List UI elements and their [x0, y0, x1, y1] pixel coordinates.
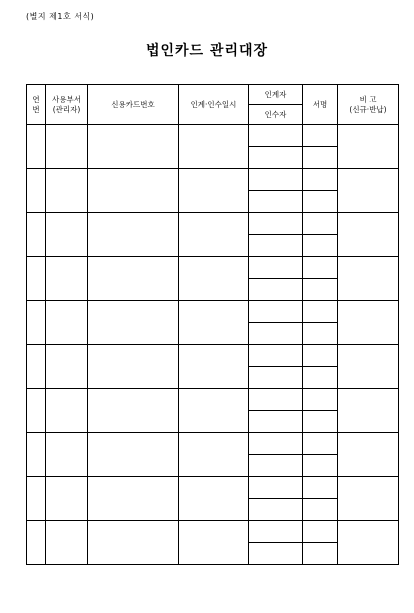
cell-remarks[interactable]: [338, 345, 399, 389]
cell-giver-signature[interactable]: [303, 301, 338, 323]
document-title: 법인카드 관리대장: [145, 43, 269, 59]
cell-receiver-signature[interactable]: [303, 543, 338, 565]
cell-giver-signature[interactable]: [303, 125, 338, 147]
ledger-record-row: [27, 301, 399, 323]
header-seq-top: 연: [32, 94, 40, 104]
cell-transfer-datetime[interactable]: [179, 169, 249, 213]
ledger-record-row: [27, 477, 399, 499]
cell-transfer-datetime[interactable]: [179, 477, 249, 521]
header-remarks: [338, 85, 399, 125]
cell-remarks[interactable]: [338, 477, 399, 521]
cell-dept[interactable]: [46, 433, 88, 477]
cell-receiver[interactable]: [249, 411, 303, 433]
header-dept-bottom: (관리자): [52, 104, 81, 114]
cell-giver-signature[interactable]: [303, 389, 338, 411]
cell-remarks[interactable]: [338, 257, 399, 301]
cell-dept[interactable]: [46, 477, 88, 521]
cell-giver[interactable]: [249, 257, 303, 279]
cell-receiver[interactable]: [249, 147, 303, 169]
cell-remarks[interactable]: [338, 521, 399, 565]
ledger-record-row: [27, 389, 399, 411]
cell-receiver-signature[interactable]: [303, 323, 338, 345]
cell-seq[interactable]: [27, 257, 46, 301]
cell-card-number[interactable]: [88, 433, 179, 477]
cell-receiver-signature[interactable]: [303, 191, 338, 213]
cell-transfer-datetime[interactable]: [179, 257, 249, 301]
cell-remarks[interactable]: [338, 301, 399, 345]
cell-remarks[interactable]: [338, 169, 399, 213]
cell-receiver-signature[interactable]: [303, 499, 338, 521]
cell-giver[interactable]: [249, 169, 303, 191]
form-label: (별지 제1호 서식): [26, 12, 95, 21]
ledger-body: [27, 125, 399, 565]
cell-transfer-datetime[interactable]: [179, 345, 249, 389]
cell-giver-signature[interactable]: [303, 521, 338, 543]
header-signature: 서명: [303, 85, 338, 125]
ledger-record-row: [27, 213, 399, 235]
header-remarks-bottom: (신규·반납): [349, 104, 387, 114]
ledger-record-row: [27, 521, 399, 543]
cell-giver[interactable]: [249, 477, 303, 499]
cell-remarks[interactable]: [338, 389, 399, 433]
cell-dept[interactable]: [46, 345, 88, 389]
cell-remarks[interactable]: [338, 125, 399, 169]
header-transfer-datetime: 인계·인수일시: [179, 85, 249, 125]
cell-seq[interactable]: [27, 213, 46, 257]
cell-receiver[interactable]: [249, 455, 303, 477]
ledger-record-row: [27, 169, 399, 191]
ledger-record-row: [27, 125, 399, 147]
cell-receiver-signature[interactable]: [303, 411, 338, 433]
cell-giver-signature[interactable]: [303, 433, 338, 455]
cell-receiver-signature[interactable]: [303, 235, 338, 257]
cell-seq[interactable]: [27, 345, 46, 389]
cell-dept[interactable]: [46, 521, 88, 565]
cell-remarks[interactable]: [338, 213, 399, 257]
cell-giver[interactable]: [249, 521, 303, 543]
cell-giver[interactable]: [249, 345, 303, 367]
cell-receiver[interactable]: [249, 543, 303, 565]
cell-giver-signature[interactable]: [303, 345, 338, 367]
cell-giver[interactable]: [249, 433, 303, 455]
cell-receiver[interactable]: [249, 191, 303, 213]
ledger-record-row: [27, 433, 399, 455]
cell-seq[interactable]: [27, 521, 46, 565]
cell-giver[interactable]: [249, 389, 303, 411]
header-receiver: 인수자: [249, 105, 303, 125]
cell-dept[interactable]: [46, 169, 88, 213]
cell-giver[interactable]: [249, 301, 303, 323]
header-seq-bottom: 번: [32, 104, 40, 114]
cell-receiver[interactable]: [249, 499, 303, 521]
header-card-number: 신용카드번호: [88, 85, 179, 125]
cell-giver-signature[interactable]: [303, 213, 338, 235]
cell-receiver[interactable]: [249, 279, 303, 301]
cell-card-number[interactable]: [88, 213, 179, 257]
cell-receiver-signature[interactable]: [303, 455, 338, 477]
cell-giver-signature[interactable]: [303, 257, 338, 279]
ledger-record-row: [27, 257, 399, 279]
cell-dept[interactable]: [46, 125, 88, 169]
cell-card-number[interactable]: [88, 301, 179, 345]
header-giver: 인계자: [249, 85, 303, 105]
card-ledger-table: [26, 84, 399, 565]
cell-transfer-datetime[interactable]: [179, 389, 249, 433]
ledger-record-row: [27, 345, 399, 367]
header-seq: [27, 85, 46, 125]
cell-giver-signature[interactable]: [303, 477, 338, 499]
header-dept: [46, 85, 88, 125]
cell-transfer-datetime[interactable]: [179, 125, 249, 169]
cell-remarks[interactable]: [338, 433, 399, 477]
cell-card-number[interactable]: [88, 125, 179, 169]
cell-card-number[interactable]: [88, 477, 179, 521]
cell-receiver-signature[interactable]: [303, 279, 338, 301]
cell-giver[interactable]: [249, 125, 303, 147]
cell-dept[interactable]: [46, 301, 88, 345]
cell-transfer-datetime[interactable]: [179, 521, 249, 565]
cell-card-number[interactable]: [88, 169, 179, 213]
cell-seq[interactable]: [27, 433, 46, 477]
cell-receiver[interactable]: [249, 235, 303, 257]
cell-dept[interactable]: [46, 389, 88, 433]
cell-receiver[interactable]: [249, 367, 303, 389]
cell-giver-signature[interactable]: [303, 169, 338, 191]
cell-transfer-datetime[interactable]: [179, 301, 249, 345]
cell-seq[interactable]: [27, 169, 46, 213]
cell-card-number[interactable]: [88, 345, 179, 389]
cell-seq[interactable]: [27, 301, 46, 345]
cell-card-number[interactable]: [88, 257, 179, 301]
cell-dept[interactable]: [46, 257, 88, 301]
cell-receiver-signature[interactable]: [303, 367, 338, 389]
cell-seq[interactable]: [27, 125, 46, 169]
cell-seq[interactable]: [27, 389, 46, 433]
cell-transfer-datetime[interactable]: [179, 213, 249, 257]
cell-card-number[interactable]: [88, 521, 179, 565]
cell-dept[interactable]: [46, 213, 88, 257]
cell-transfer-datetime[interactable]: [179, 433, 249, 477]
cell-receiver-signature[interactable]: [303, 147, 338, 169]
header-remarks-top: 비 고: [359, 94, 377, 104]
cell-giver[interactable]: [249, 213, 303, 235]
cell-seq[interactable]: [27, 477, 46, 521]
cell-card-number[interactable]: [88, 389, 179, 433]
header-dept-top: 사용부서: [52, 94, 81, 104]
cell-receiver[interactable]: [249, 323, 303, 345]
